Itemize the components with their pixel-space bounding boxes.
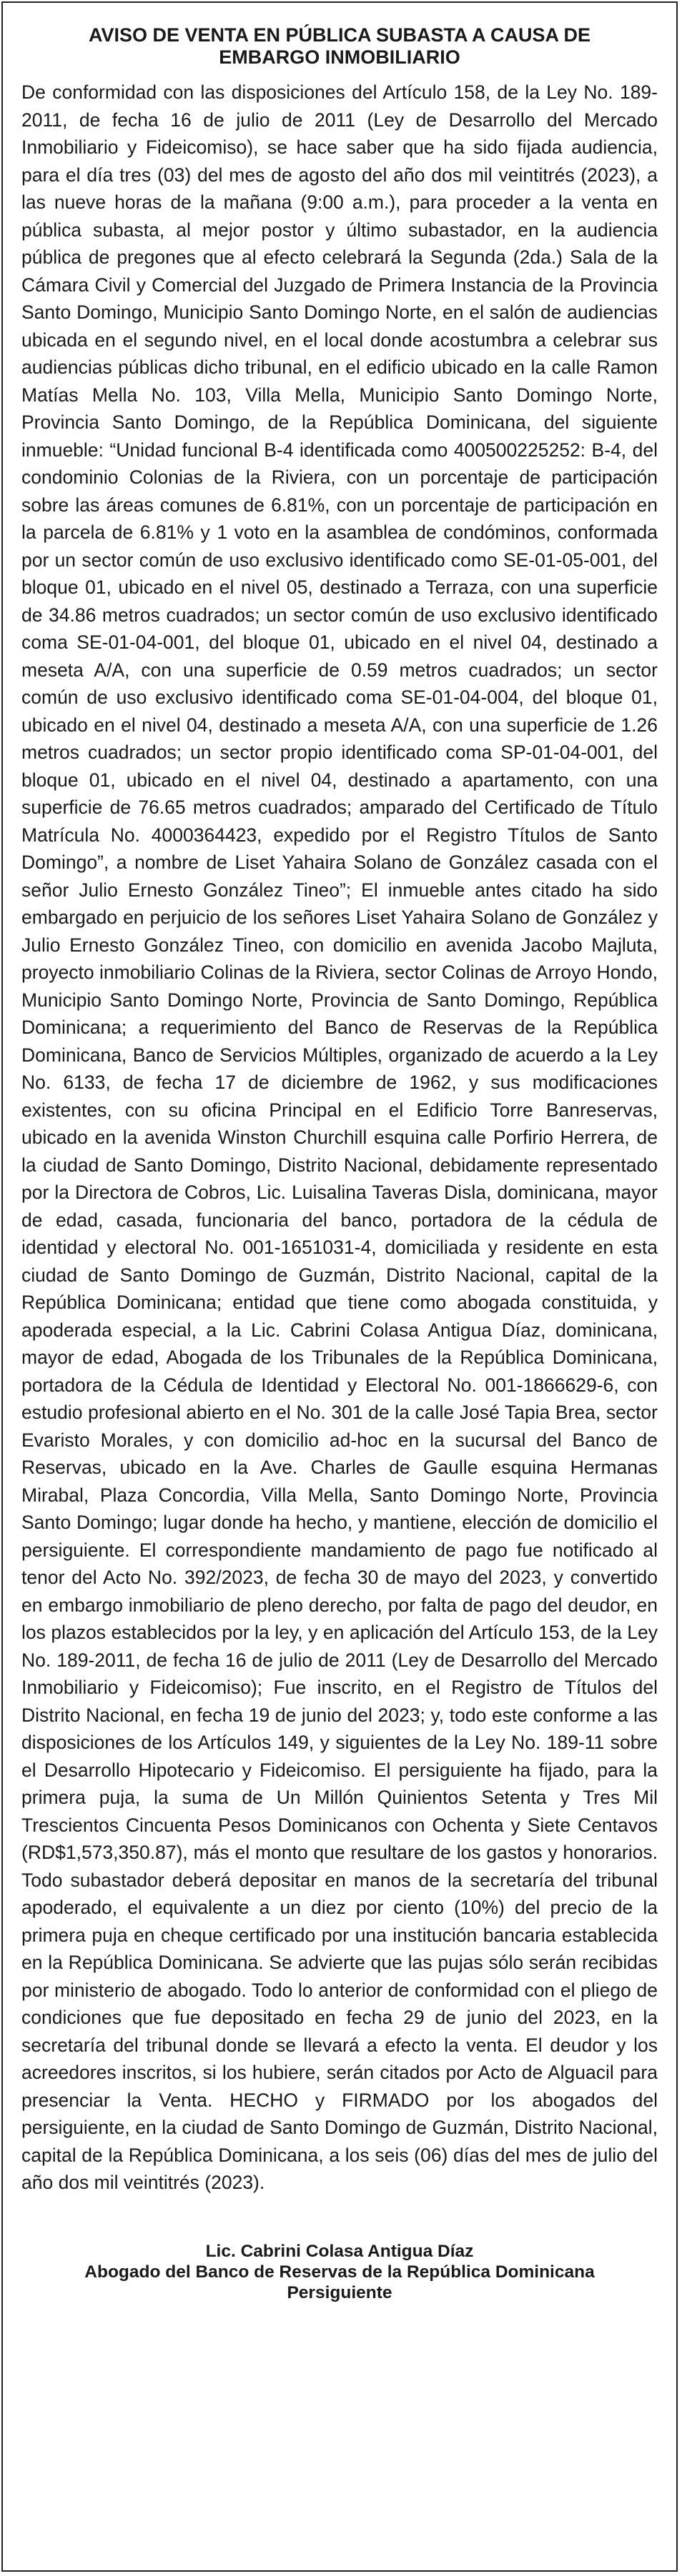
notice-body-text: De conformidad con las disposiciones del Artículo 158, de la Ley No. 189-2011, de fecha 16 de julio de 2011 (Ley de Desarrollo del Mercado Inmobiliario y Fideicomiso), se hace saber que ha sido fijada audiencia, para el día tres (03) del mes de agosto del año dos mil veintitrés (2023), a las nueve horas de la mañana (9:00 a.m.), para proceder a la venta en pública subasta, al mejor postor y último subastador, en la audiencia pública de pregones que al efecto celebrará la Segunda (2da.) Sala de la Cámara Civil y Comercial del Juzgado de Primera Instancia de la Provincia Santo Domingo, Municipio Santo Domingo Norte, en el salón de audiencias ubicada en el segundo nivel, en el local donde acostumbra a celebrar sus audiencias públicas dicho tribunal, en el edificio ubicado en la calle Ramon Matías Mella No. 103, Villa Mella, Municipio Santo Domingo Norte, Provincia Santo Domingo, de la República Dominicana, del siguiente inmueble: “Unidad funcional B-4 identificada como 400500225252: B-4, del condominio Colonias de la Riviera, con un porcentaje de participación sobre las áreas comunes de 6.81%, con un porcentaje de participación en la parcela de 6.81% y 1 voto en la asamblea de condóminos, conformada por un sector común de uso exclusivo identificado como SE-01-05-001, del bloque 01, ubicado en el nivel 05, destinado a Terraza, con una superficie de 34.86 metros cuadrados; un sector común de uso exclusivo identificado coma SE-01-04-001, del bloque 01, ubicado en el nivel 04, destinado a meseta A/A, con una superficie de 0.59 metros cuadrados; un sector común de uso exclusivo identificado coma SE-01-04-004, del bloque 01, ubicado en el nivel 04, destinado a meseta A/A, con una superficie de 1.26 metros cuadrados; un sector propio identificado coma SP-01-04-001, del bloque 01, ubicado en el nivel 04, destinado a apartamento, con una superficie de 76.65 metros cuadrados; amparado del Certificado de Título Matrícula No. 4000364423, expedido por el Registro Títulos de Santo Domingo”, a nombre de Liset Yahaira Solano de González casada con el señor Julio Ernesto González Tineo”; El inmueble antes citado ha sido embargado en perjuicio de los señores Liset Yahaira Solano de González y Julio Ernesto González Tineo, con domicilio en avenida Jacobo Majluta, proyecto inmobiliario Colinas de la Riviera, sector Colinas de Arroyo Hondo, Municipio Santo Domingo Norte, Provincia de Santo Domingo, República Dominicana; a requerimiento del Banco de Reservas de la República Dominicana, Banco de Servicios Múltiples, organizado de acuerdo a la Ley No. 6133, de fecha 17 de diciembre de 1962, y sus modificaciones existentes, con su oficina Principal en el Edificio Torre Banreservas, ubicado en la avenida Winston Churchill esquina calle Porfirio Herrera, de la ciudad de Santo Domingo, Distrito Nacional, debidamente representado por la Directora de Cobros, Lic. Luisalina Taveras Disla, dominicana, mayor de edad, casada, funcionaria del banco, portadora de la cédula de identidad y electoral No. 001-1651031-4, domiciliada y residente en esta ciudad de Santo Domingo de Guzmán, Distrito Nacional, capital de la República Dominicana; entidad que tiene como abogada constituida, y apoderada especial, a la Lic. Cabrini Colasa Antigua Díaz, dominicana, mayor de edad, Abogada de los Tribunales de la República Dominicana, portadora de la Cédula de Identidad y Electoral No. 001-1866629-6, con estudio profesional abierto en el No. 301 de la calle José Tapia Brea, sector Evaristo Morales, y con domicilio ad-hoc en la sucursal del Banco de Reservas, ubicado en la Ave. Charles de Gaulle esquina Hermanas Mirabal, Plaza Concordia, Villa Mella, Santo Domingo Norte, Provincia Santo Domingo; lugar donde ha hecho, y mantiene, elección de domicilio el persiguiente. El correspondiente mandamiento de pago fue notificado al tenor del Acto No. 392/2023, de fecha 30 de mayo del 2023, y convertido en embargo inmobiliario de pleno derecho, por falta de pago del deudor, en los plazos establecidos por la ley, y en aplicación del Artículo 153, de la Ley No. 189-2011, de fecha 16 de julio de 2011 (Ley de Desarrollo del Mercado Inmobiliario y Fideicomiso); Fue inscrito, en el Registro de Títulos del Distrito Nacional, en fecha 19 de junio del 2023; y, todo este conforme a las disposiciones de los Artículos 149, y siguientes de la Ley No. 189-11 sobre el Desarrollo Hipotecario y Fideicomiso. El persiguiente ha fijado, para la primera puja, la suma de Un Millón Quinientos Setenta y Tres Mil Trescientos Cincuenta Pesos Dominicanos con Ochenta y Siete Centavos (RD$1,573,350.87), más el monto que resultare de los gastos y honorarios. Todo subastador deberá depositar en manos de la secretaría del tribunal apoderado, el equivalente a un diez por ciento (10%) del precio de la primera puja en cheque certificado por una institución bancaria establecida en la República Dominicana. Se advierte que las pujas sólo serán recibidas por ministerio de abogado. Todo lo anterior de conformidad con el pliego de condiciones que fue depositado en fecha 29 de junio del 2023, en la secretaría del tribunal donde se llevará a efecto la venta. El deudor y los acreedores inscritos, si los hubiere, serán citados por Acto de Alguacil para presenciar la Venta. HECHO y FIRMADO por los abogados del persiguiente, en la ciudad de Santo Domingo de Guzmán, Distrito Nacional, capital de la República Dominicana, a los seis (06) días del mes de julio del año dos mil veintitrés (2023). — [21, 81, 658, 2193]
signature-name: Lic. Cabrini Colasa Antigua Díaz — [205, 2241, 474, 2261]
notice-content — [21, 24, 658, 2303]
signature-block — [21, 2241, 658, 2303]
signature-role: Abogado del Banco de Reservas de la República Dominicana — [84, 2262, 595, 2282]
notice-title: AVISO DE VENTA EN PÚBLICA SUBASTA A CAUSA DE EMBARGO INMOBILIARIO — [88, 24, 591, 68]
notice-frame — [1, 1, 678, 2572]
signature-party: Persiguiente — [287, 2282, 392, 2302]
